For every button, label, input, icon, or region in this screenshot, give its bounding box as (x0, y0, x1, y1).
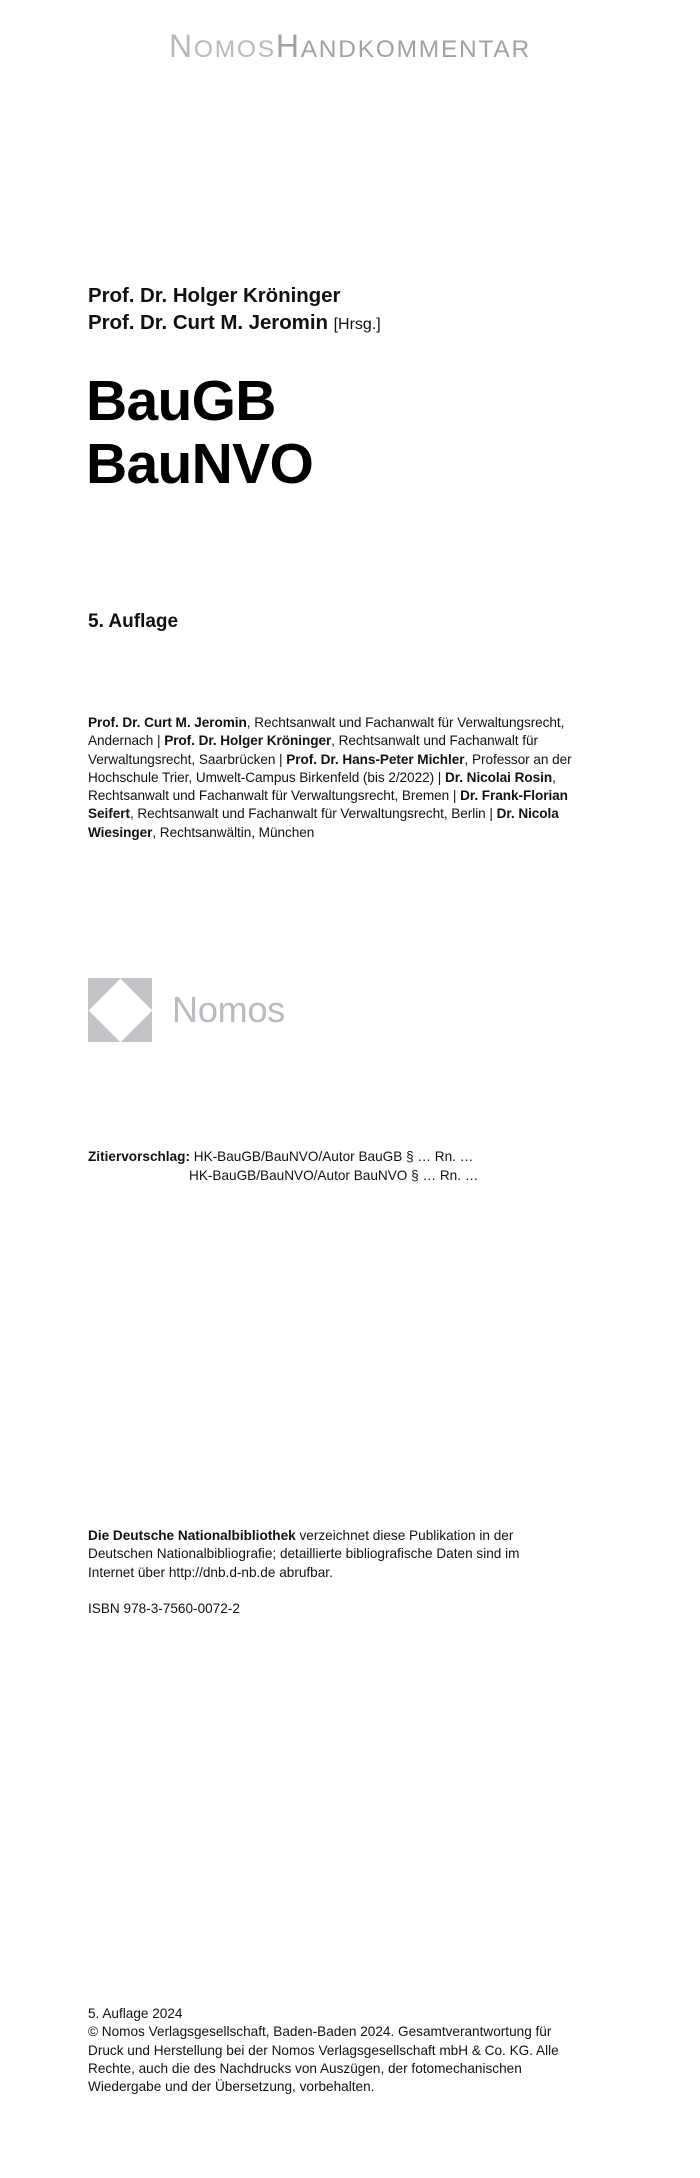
contributor-name: Dr. Frank-Florian Seifert (88, 788, 568, 822)
editor-name-2-text: Prof. Dr. Curt M. Jeromin (88, 311, 328, 335)
series-header (0, 28, 700, 65)
citation-line-2: HK-BauGB/BauNVO/Autor BauNVO § … Rn. … (189, 1167, 479, 1183)
dnb-notice (88, 1527, 558, 1582)
editor-name-1: Prof. Dr. Holger Kröninger (88, 284, 341, 307)
contributor-separator: | (449, 788, 461, 804)
contributor-name: Prof. Dr. Hans-Peter Michler (286, 751, 465, 767)
series-header-handkommentar-lead: H (275, 28, 301, 64)
title-line-baugb: BauGB (86, 369, 276, 433)
series-header-handkommentar-rest: ANDKOMMENTAR (300, 36, 531, 63)
contributor-separator: | (485, 806, 497, 822)
nomos-diamond-shape (88, 978, 152, 1042)
publisher-wordmark: Nomos (172, 989, 286, 1030)
contributor-separator: | (153, 733, 165, 749)
publisher-logo (88, 978, 285, 1042)
editor-name-2 (88, 309, 628, 336)
series-header-nomos-lead: N (169, 28, 194, 64)
isbn-value: ISBN 978-3-7560-0072-2 (88, 1601, 240, 1616)
nomos-diamond-icon (88, 978, 152, 1042)
editors-block (88, 282, 628, 337)
citation-suggestion (88, 1148, 618, 1186)
imprint-block (88, 2005, 580, 2096)
contributor-name: Prof. Dr. Curt M. Jeromin (88, 715, 247, 730)
contributor-credits (88, 714, 615, 842)
dnb-notice-body: verzeichnet diese Publikation in der Deutschen Nationalbibliografie; detaillierte bibliografische Daten sind im Internet über http://dnb.d-nb.de abrufbar. (88, 1528, 520, 1580)
citation-text-1: HK-BauGB/BauNVO/Autor BauGB § … Rn. … (193, 1149, 474, 1164)
dnb-notice-lead: Die Deutsche Nationalbibliothek (88, 1528, 296, 1543)
contributor-description: , Rechtsanwalt und Fachanwalt für Verwaltungsrecht, Bremen (88, 769, 556, 804)
citation-line-1 (88, 1148, 618, 1167)
contributor-description: , Rechtsanwalt und Fachanwalt für Verwaltungsrecht, Andernach (88, 715, 565, 749)
contributor-description: , Rechtsanwalt und Fachanwalt für Verwaltungsrecht, Berlin (129, 806, 486, 822)
editor-role-label: [Hrsg.] (333, 316, 381, 334)
imprint-edition-year: 5. Auflage 2024 (88, 2006, 183, 2021)
series-header-nomos (169, 28, 276, 64)
contributor-description: , Professor an der Hochschule Trier, Umwelt-Campus Birkenfeld (bis 2/2022) (88, 751, 572, 785)
citation-label: Zitiervorschlag: (88, 1149, 190, 1164)
imprint-copyright: © Nomos Verlagsgesellschaft, Baden-Baden 2024. Gesamtverantwortung für Druck und Herstellung bei der Nomos Verlagsgesellschaft mbH & Co. KG. Alle Rechte, auch die des Nachdrucks von Auszügen, der fotomechanischen Wiedergabe und der Übersetzung, vorbehalten. (88, 2024, 559, 2095)
contributor-description: , Rechtsanwältin, München (152, 824, 315, 840)
page-title (86, 369, 646, 496)
contributor-name: Prof. Dr. Holger Kröninger (164, 733, 332, 749)
title-line-baunvo: BauNVO (86, 431, 314, 496)
edition-label: 5. Auflage (88, 611, 179, 632)
contributor-description: , Rechtsanwalt und Fachanwalt für Verwaltungsrecht, Saarbrücken (88, 733, 538, 767)
contributor-name: Dr. Nicola Wiesinger (88, 806, 559, 840)
contributor-separator: | (434, 769, 445, 785)
series-header-nomos-rest: OMOS (193, 36, 276, 63)
series-header-handkommentar (276, 28, 531, 64)
contributor-separator: | (275, 751, 287, 767)
contributor-name: Dr. Nicolai Rosin (444, 769, 553, 785)
